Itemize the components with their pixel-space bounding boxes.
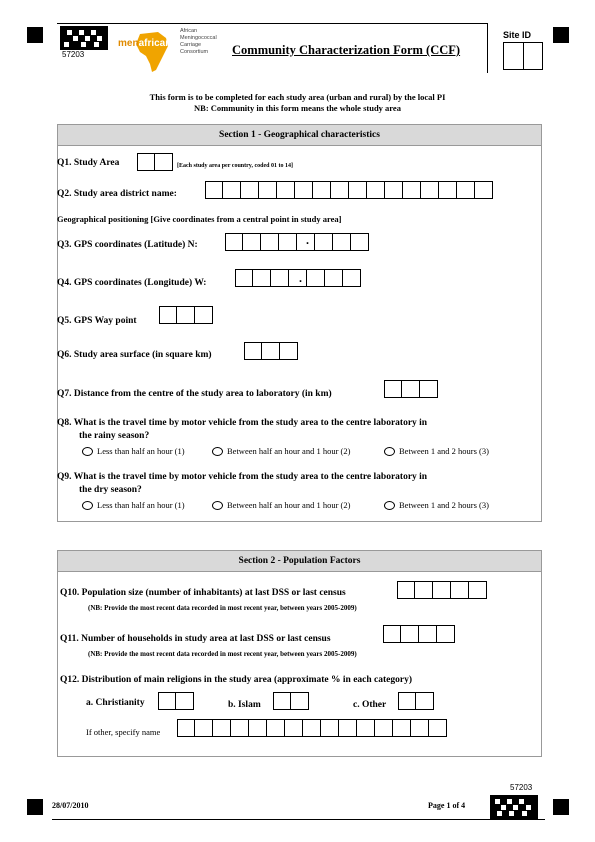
barcode-bottom-icon bbox=[490, 795, 538, 819]
q1-label: Q1. Study Area bbox=[57, 158, 120, 168]
q12-label: Q12. Distribution of main religions in the study area (approximate % in each category) bbox=[60, 675, 413, 685]
q6-label: Q6. Study area surface (in square km) bbox=[57, 350, 212, 360]
radio-icon[interactable] bbox=[384, 447, 395, 456]
radio-icon[interactable] bbox=[82, 501, 93, 510]
logo-tagline-1: African bbox=[180, 28, 198, 34]
q12-christianity-input[interactable] bbox=[158, 692, 194, 710]
barcode-icon bbox=[60, 26, 108, 50]
logo-tagline-3: Carriage bbox=[180, 42, 202, 48]
registration-mark-bottom-right bbox=[553, 799, 569, 815]
registration-mark-top-left bbox=[27, 27, 43, 43]
q12-islam-label: b. Islam bbox=[228, 700, 261, 710]
q2-district-name-input[interactable] bbox=[205, 181, 493, 199]
page-title: Community Characterization Form (CCF) bbox=[232, 43, 461, 57]
site-id-field[interactable] bbox=[503, 42, 543, 70]
q9-option-2-label: Between half an hour and 1 hour (2) bbox=[227, 500, 351, 510]
header-divider bbox=[487, 23, 488, 73]
q9-option-1-label: Less than half an hour (1) bbox=[97, 500, 185, 510]
radio-icon[interactable] bbox=[384, 501, 395, 510]
q9-option-3-label: Between 1 and 2 hours (3) bbox=[399, 500, 489, 510]
q9-option-2[interactable] bbox=[212, 500, 350, 510]
section-2-title: Section 2 - Population Factors bbox=[58, 551, 541, 572]
intro-line-2: NB: Community in this form means the whole study area bbox=[194, 103, 401, 113]
q8-option-1-label: Less than half an hour (1) bbox=[97, 446, 185, 456]
radio-icon[interactable] bbox=[82, 447, 93, 456]
q9-option-1[interactable] bbox=[82, 500, 185, 510]
q12-other-label: c. Other bbox=[353, 700, 387, 710]
q6-surface-input[interactable] bbox=[244, 342, 298, 360]
q1-study-area-input[interactable] bbox=[137, 153, 173, 171]
q12-other-input[interactable] bbox=[398, 692, 434, 710]
site-id-label: Site ID bbox=[503, 30, 532, 40]
q11-note: (NB: Provide the most recent data recorded in most recent year, between years 2005-2009) bbox=[88, 650, 357, 658]
radio-icon[interactable] bbox=[212, 447, 223, 456]
top-rule bbox=[57, 23, 487, 24]
q10-label: Q10. Population size (number of inhabitants) at last DSS or last census bbox=[60, 588, 346, 598]
q12-christianity-label: a. Christianity bbox=[86, 698, 145, 708]
radio-icon[interactable] bbox=[212, 501, 223, 510]
q10-population-input[interactable] bbox=[397, 581, 487, 599]
footer-page-number: Page 1 of 4 bbox=[428, 801, 466, 810]
q7-distance-input[interactable] bbox=[384, 380, 438, 398]
registration-mark-top-right bbox=[553, 27, 569, 43]
logo-brand-left: men bbox=[118, 38, 139, 49]
registration-mark-bottom-left bbox=[27, 799, 43, 815]
q2-label: Q2. Study area district name: bbox=[57, 189, 177, 199]
q11-label: Q11. Number of households in study area at last DSS or last census bbox=[60, 634, 331, 644]
q10-note: (NB: Provide the most recent data recorded in most recent year, between years 2005-2009) bbox=[88, 604, 357, 612]
q8-option-1[interactable] bbox=[82, 446, 185, 456]
q3-decimal: . bbox=[306, 233, 309, 247]
q12-specify-label: If other, specify name bbox=[86, 727, 161, 737]
geo-note: Geographical positioning [Give coordinates from a central point in study area] bbox=[57, 214, 342, 224]
q8-label-2: the rainy season? bbox=[79, 431, 150, 441]
q8-option-2[interactable] bbox=[212, 446, 350, 456]
logo-brand-right: africar bbox=[138, 38, 170, 49]
q8-option-2-label: Between half an hour and 1 hour (2) bbox=[227, 446, 351, 456]
form-id-bottom: 57203 bbox=[510, 783, 533, 792]
q3-label: Q3. GPS coordinates (Latitude) N: bbox=[57, 240, 198, 250]
q7-label: Q7. Distance from the centre of the study area to laboratory (in km) bbox=[57, 389, 332, 399]
q4-label: Q4. GPS coordinates (Longitude) W: bbox=[57, 278, 207, 288]
q9-label-2: the dry season? bbox=[79, 485, 142, 495]
q3-latitude-input[interactable] bbox=[225, 233, 369, 251]
q1-note: [Each study area per country, coded 01 to 14] bbox=[177, 163, 293, 169]
menafricar-logo bbox=[118, 28, 180, 76]
q8-option-3-label: Between 1 and 2 hours (3) bbox=[399, 446, 489, 456]
form-id-top: 57203 bbox=[62, 50, 85, 59]
q4-decimal: . bbox=[299, 271, 302, 285]
footer-rule bbox=[52, 819, 545, 820]
q9-label-1: Q9. What is the travel time by motor vehicle from the study area to the centre laboratory in bbox=[57, 472, 428, 482]
q12-islam-input[interactable] bbox=[273, 692, 309, 710]
q5-label: Q5. GPS Way point bbox=[57, 316, 137, 326]
footer-date: 28/07/2010 bbox=[52, 801, 89, 810]
q9-option-3[interactable] bbox=[384, 500, 489, 510]
q5-waypoint-input[interactable] bbox=[159, 306, 213, 324]
q4-longitude-input[interactable] bbox=[235, 269, 361, 287]
section-1-title: Section 1 - Geographical characteristics bbox=[58, 125, 541, 146]
logo-tagline-2: Meningococcal bbox=[180, 35, 217, 41]
q8-option-3[interactable] bbox=[384, 446, 489, 456]
q8-label-1: Q8. What is the travel time by motor vehicle from the study area to the centre laboratory in bbox=[57, 418, 428, 428]
logo-tagline-4: Consortium bbox=[180, 49, 209, 55]
q12-specify-input[interactable] bbox=[177, 719, 447, 737]
intro-line-1: This form is to be completed for each study area (urban and rural) by the local PI bbox=[149, 92, 446, 102]
q11-households-input[interactable] bbox=[383, 625, 455, 643]
